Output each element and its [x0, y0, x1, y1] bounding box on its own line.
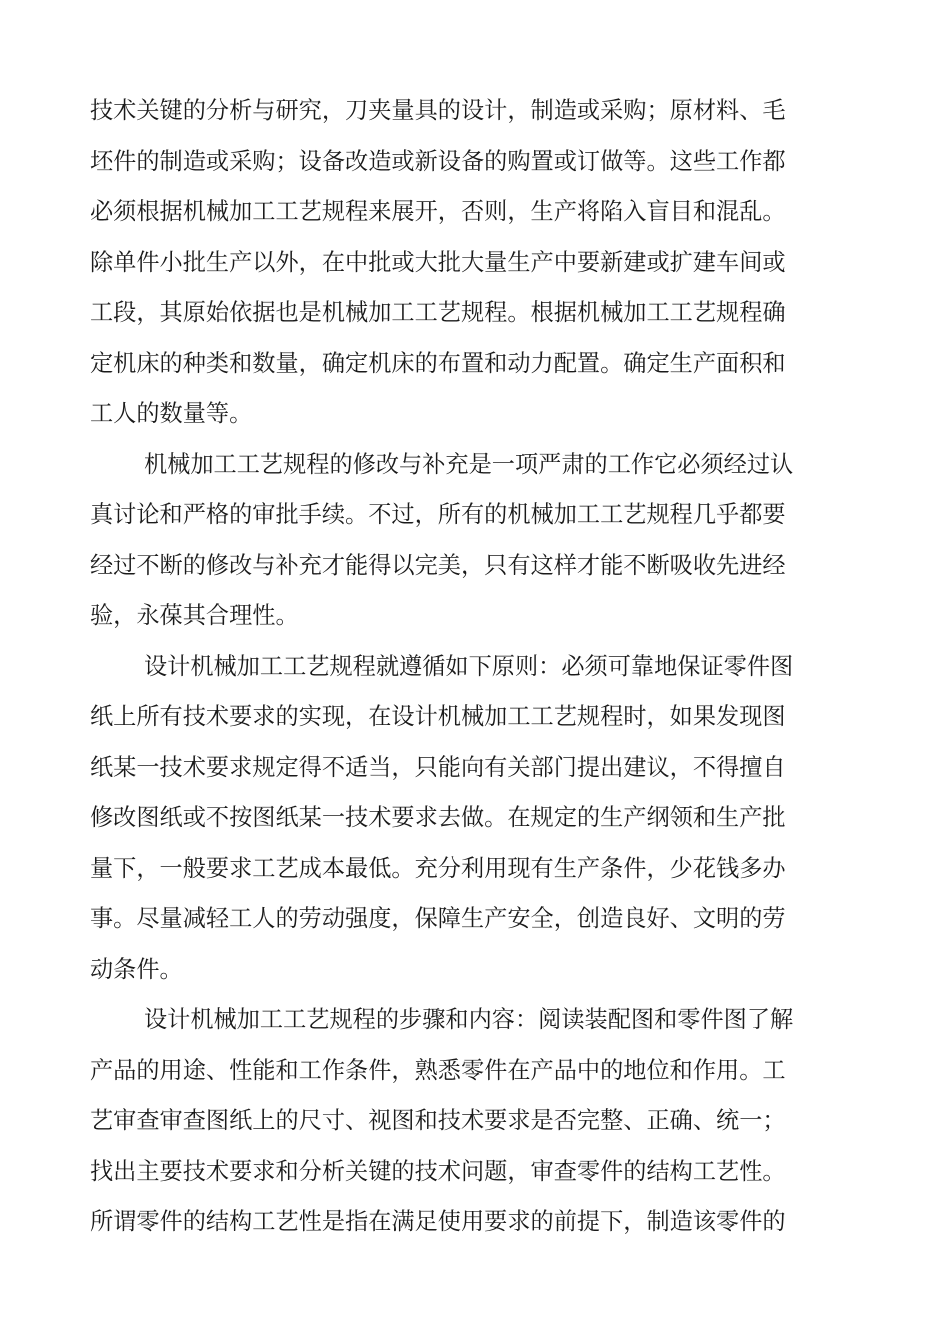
text-line: 纸上所有技术要求的实现，在设计机械加工工艺规程时，如果发现图 [90, 703, 786, 730]
body-text [90, 86, 862, 1248]
text-line: 必须根据机械加工工艺规程来展开，否则，生产将陷入盲目和混乱。 [90, 198, 786, 225]
text-line: 验，永葆其合理性。 [90, 602, 299, 629]
text-line: 定机床的种类和数量，确定机床的布置和动力配置。确定生产面积和 [90, 349, 786, 377]
text-line: 找出主要技术要求和分析关键的技术问题，审查零件的结构工艺性。 [90, 1157, 786, 1185]
text-line: 产品的用途、性能和工作条件，熟悉零件在产品中的地位和作用。工 [90, 1056, 786, 1084]
text-line: 除单件小批生产以外，在中批或大批大量生产中要新建或扩建车间或 [90, 248, 786, 276]
paragraph-start-line: 机械加工工艺规程的修改与补充是一项严肃的工作它必须经过认 [144, 450, 794, 478]
text-line: 真讨论和严格的审批手续。不过，所有的机械加工工艺规程几乎都要 [90, 501, 786, 528]
paragraph-start-line: 设计机械加工工艺规程的步骤和内容：阅读装配图和零件图了解 [144, 1006, 794, 1033]
text-line: 工段，其原始依据也是机械加工工艺规程。根据机械加工工艺规程确 [90, 299, 786, 326]
text-line: 修改图纸或不按图纸某一技术要求去做。在规定的生产纲领和生产批 [90, 804, 786, 831]
text-line: 动条件。 [90, 955, 183, 983]
paragraph-start-line: 设计机械加工工艺规程就遵循如下原则：必须可靠地保证零件图 [144, 652, 794, 680]
text-line: 经过不断的修改与补充才能得以完美，只有这样才能不断吸收先进经 [90, 551, 786, 579]
text-line: 技术关键的分析与研究，刀夹量具的设计，制造或采购；原材料、毛 [90, 97, 786, 124]
text-line: 事。尽量减轻工人的劳动强度，保障生产安全，创造良好、文明的劳 [90, 905, 786, 932]
text-line: 工人的数量等。 [90, 400, 253, 427]
text-line: 所谓零件的结构工艺性是指在满足使用要求的前提下，制造该零件的 [90, 1208, 786, 1235]
text-line: 量下，一般要求工艺成本最低。充分利用现有生产条件，少花钱多办 [90, 854, 786, 882]
text-line: 艺审查审查图纸上的尺寸、视图和技术要求是否完整、正确、统一； [90, 1107, 786, 1134]
text-line: 纸某一技术要求规定得不适当，只能向有关部门提出建议，不得擅自 [90, 753, 786, 781]
text-line: 坯件的制造或采购；设备改造或新设备的购置或订做等。这些工作都 [90, 147, 786, 175]
